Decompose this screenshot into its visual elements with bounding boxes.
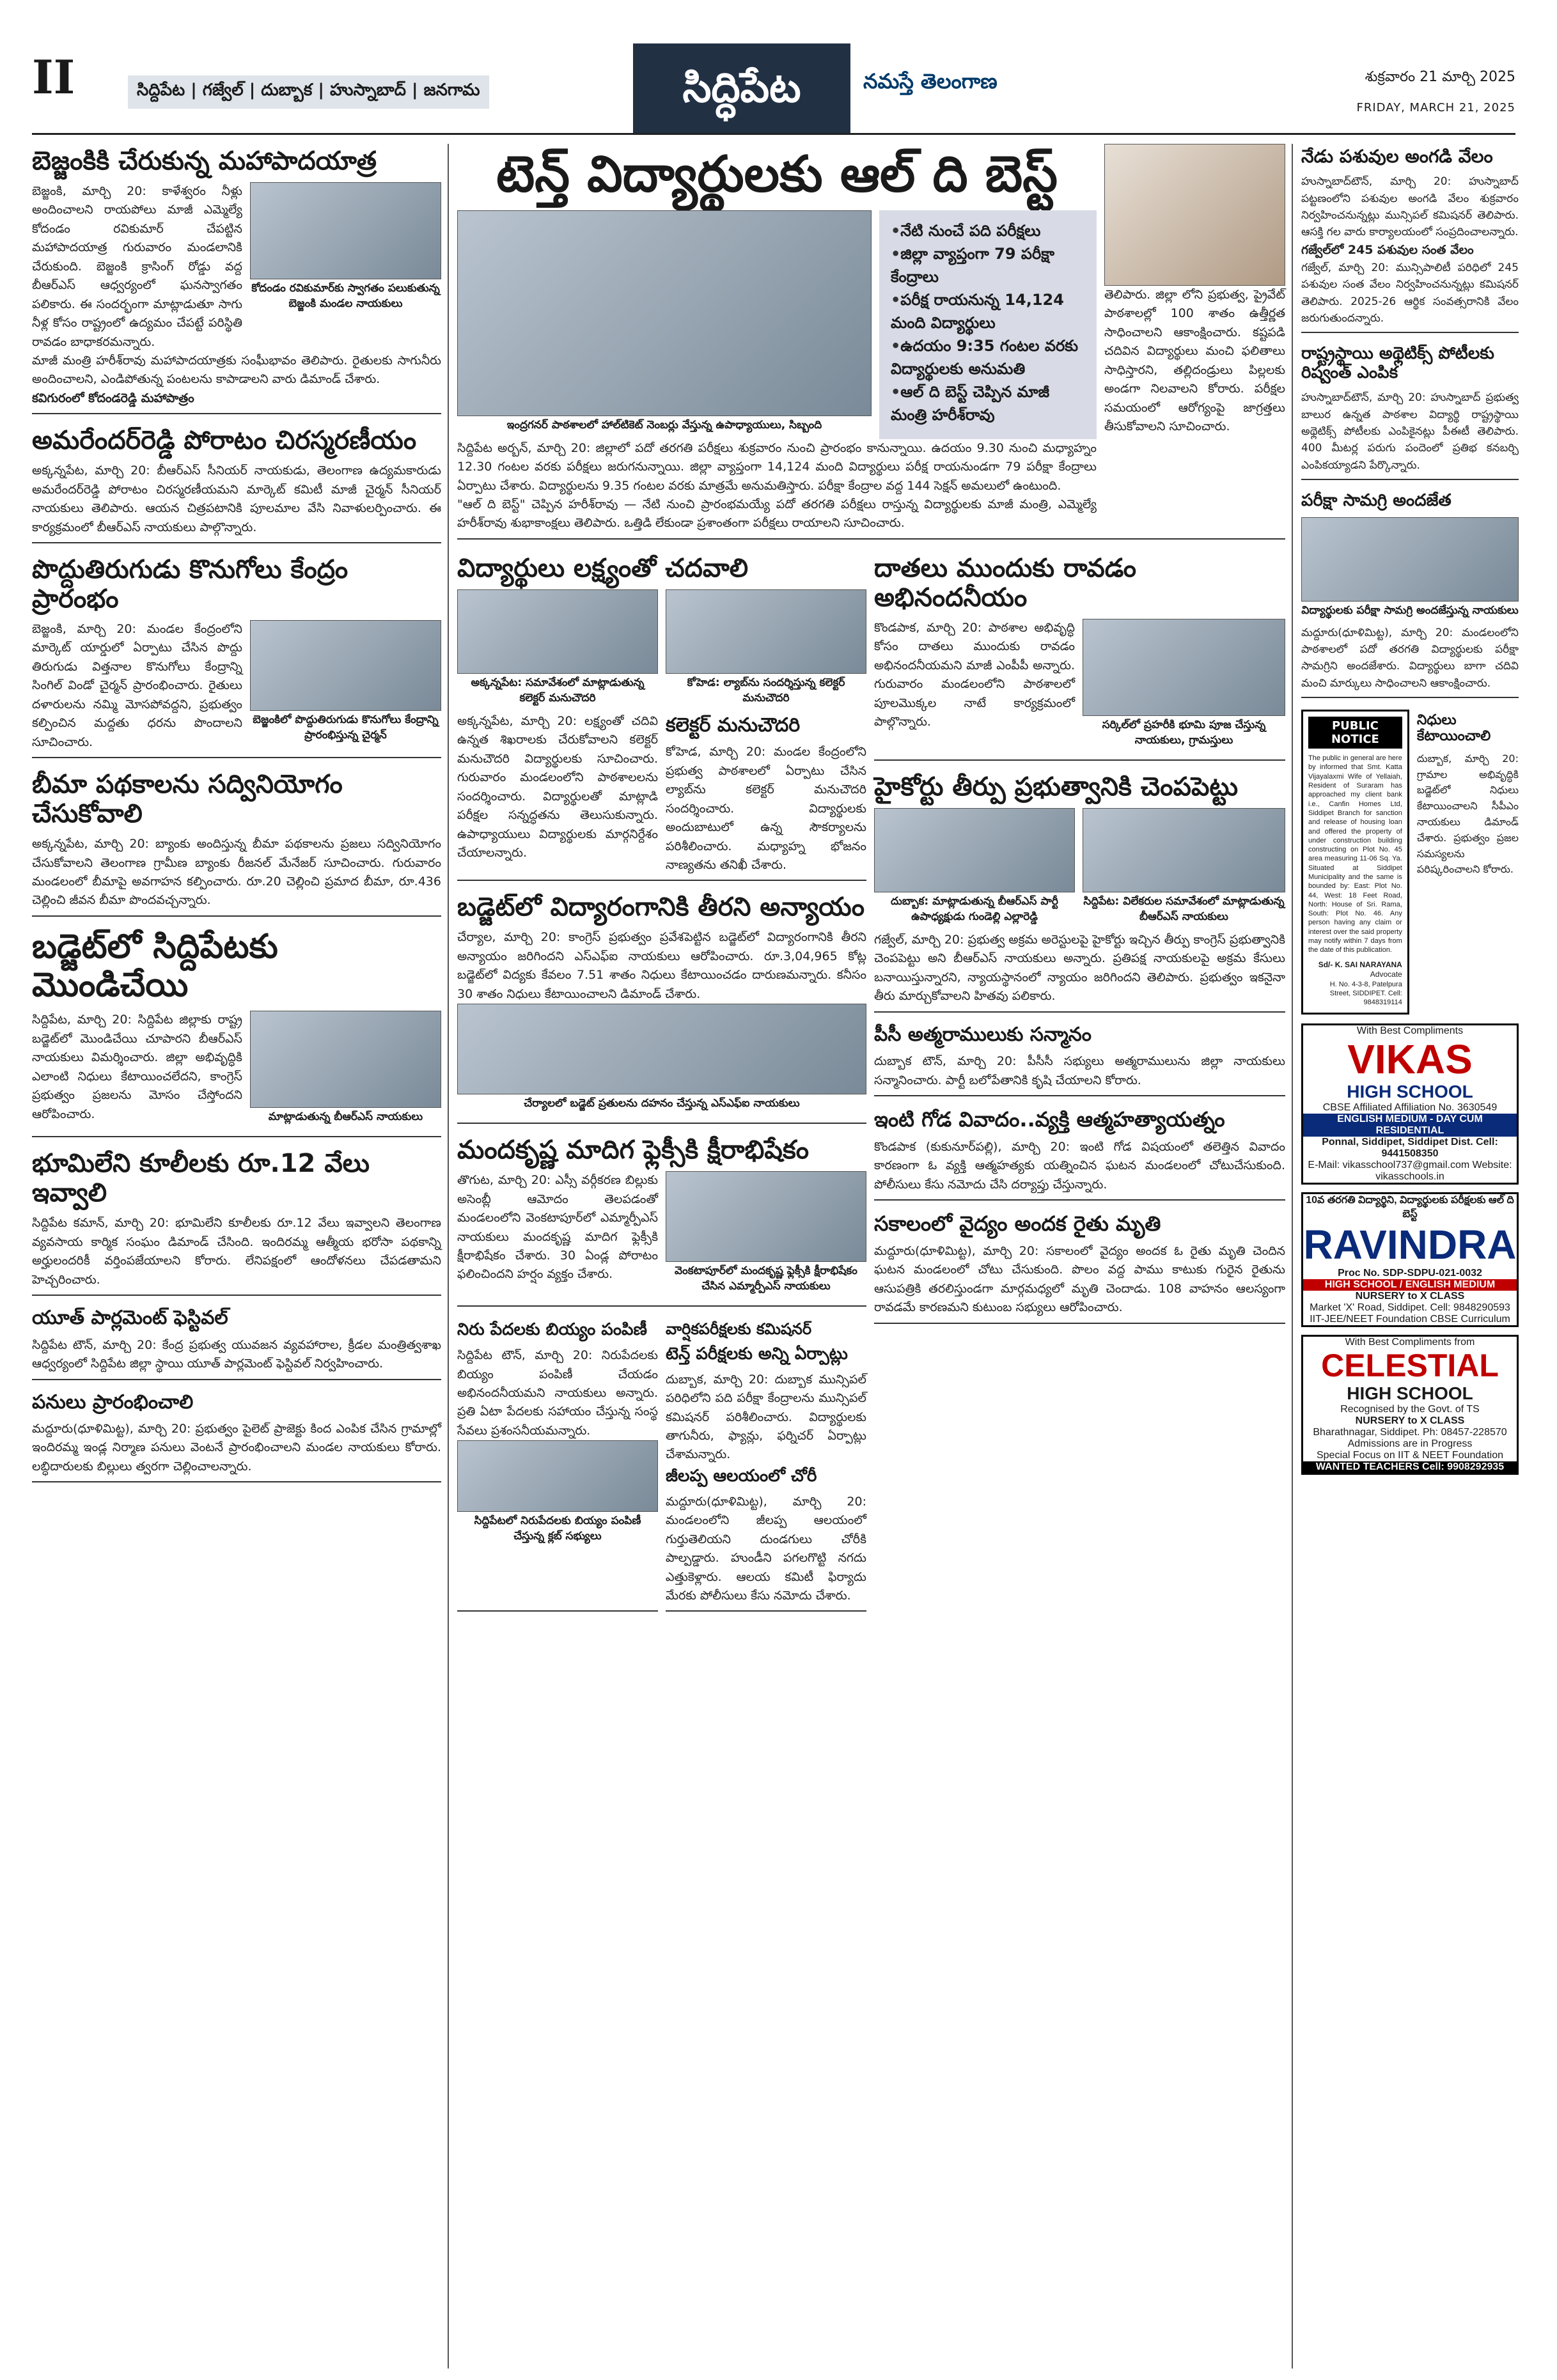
headline: వార్షికపరీక్షలకు కమిషనర్ [666, 1320, 812, 1339]
ad-line: NURSERY to X CLASS [1355, 1290, 1465, 1302]
section-tabs: సిద్దిపేట | గజ్వేల్ | దుబ్బాక | హుస్నాబాద్ | జనగామ [128, 75, 489, 109]
article-body: "ఆల్ ది బెస్ట్" చెప్పిన హరీశ్‌రావు — నేటి నుంచి ప్రారంభమయ్యే పదో తరగతి పరీక్షలు రాస్తున్న విద్యార్థులకు మాజీ మంత్రి, ఎమ్మెల్యే హరీశ్‌రావు శుభాకాంక్షలు తెలిపారు. ఒత్తిడి లేకుండా ప్రశాంతంగా పరీక్షలు రాయాలని సూచించారు. [457, 497, 1097, 531]
headline: అమరేందర్‌రెడ్డి పోరాటం చిరస్మరణీయం [32, 426, 417, 456]
headline: పనులు ప్రారంభించాలి [32, 1390, 194, 1413]
ad-ravindra [1301, 1192, 1519, 1326]
article [32, 1307, 441, 1380]
ad-name: RAVINDRA [1303, 1222, 1517, 1268]
ad-address: Market 'X' Road, Siddipet. Cell: 9848290593 [1310, 1302, 1510, 1313]
ad-email: E-Mail: vikasschool737@gmail.com Website: vikasschools.in [1308, 1160, 1512, 1183]
article-body: సిద్దిపేట టౌన్, మార్చి 20: నిరుపేదలకు బియ్యం పంపిణీ చేయడం అభినందనీయమని నాయకులు అన్నారు. ప్రతి ఏటా పేదలకు సహాయం చేస్తున్న సంస్థ సేవలు ప్రశంసనీయమన్నారు. [457, 1348, 658, 1438]
photo-caption: సిద్దిపేట: విలేకరుల సమావేశంలో మాట్లాడుతున్న బీఆర్ఎస్ నాయకులు [1083, 894, 1285, 923]
ad-line: With Best Compliments from [1345, 1336, 1475, 1348]
photo-caption: మాట్లాడుతున్న బీఆర్ఎస్ నాయకులు [268, 1110, 423, 1124]
highlight-item: • ఆల్ ది బెస్ట్ చెప్పిన మాజీ మంత్రి హరీశ్‌రావు [891, 380, 1085, 426]
ad-line: Admissions are in Progress [1347, 1438, 1473, 1449]
page-number: II [32, 50, 75, 104]
headline: నిధులు కేటాయించాలి [1416, 712, 1491, 745]
photo-caption: వెంకటాపూర్‌లో మందకృష్ణ ఫ్లెక్సీకి క్షీరాభిషేకం చేసిన ఎమ్మార్పీఎస్ నాయకులు [675, 1264, 857, 1293]
article-body: హుస్నాబాద్‌టౌన్, మార్చి 20: హుస్నాబాద్ పట్టణంలోని పశువుల అంగడి వేలం శుక్రవారం నిర్వహించనున్నట్లు మున్సిపల్ కమిషనర్ తెలిపారు. ఆసక్తి గల వారు కార్యాలయంలో సంప్రదించాలన్నారు. [1301, 175, 1519, 239]
notice-title: PUBLIC NOTICE [1308, 717, 1402, 749]
headline: భూమిలేని కూలీలకు రూ.12 వేలు ఇవ్వాలి [32, 1149, 370, 1208]
article [1417, 710, 1519, 1015]
article-body: బెజ్జంకి, మార్చి 20: మండల కేంద్రంలోని మార్కెట్ యార్డులో ఏర్పాటు చేసిన పొద్దు తిరుగుడు విత్తనాల కొనుగోలు కేంద్రాన్ని సింగిల్ విండో చైర్మన్ ప్రారంభించారు. రైతులు దళారులను నమ్మి మోసపోవద్దని, ప్రభుత్వం కల్పించిన మద్దతు ధరను పొందాలని సూచించారు. [32, 622, 242, 749]
photo-caption: కోదండం రవికుమార్‌కు స్వాగతం పలుకుతున్న బెజ్జంకి మండల నాయకులు [251, 282, 440, 310]
headline: పరీక్షా సామగ్రి అందజేత [1301, 490, 1451, 510]
headline: హైకోర్టు తీర్పు ప్రభుత్వానికి చెంపపెట్టు [874, 772, 1239, 802]
headline: రాష్ట్రస్థాయి అథ్లెటిక్స్ పోటీలకు రిష్వంత్ ఎంపిక [1301, 344, 1494, 383]
article [32, 928, 441, 1138]
ad-line: CBSE Affiliated Affiliation No. 3630549 [1322, 1102, 1498, 1114]
headline: నిరు పేదలకు బియ్యం పంపిణీ [457, 1320, 648, 1340]
notice-address: H. No. 4-3-8, Patelpura Street, SIDDIPET. Cell: 9848319114 [1329, 980, 1402, 1007]
column-divider [1292, 144, 1293, 2368]
article [457, 892, 866, 1124]
news-photo [1301, 517, 1519, 602]
article-body: దుబ్బాక, మార్చి 20: దుబ్బాక మున్సిపల్ పరిధిలోని పది పరీక్షా కేంద్రాలను మున్సిపల్ కమిషనర్ పరిశీలించారు. విద్యార్థులకు తాగునీరు, ఫ్యాన్లు, ఫర్నిచర్ ఏర్పాట్లు చేశామన్నారు. [666, 1372, 866, 1462]
headline: పీసీ అత్మరాములుకు సన్మానం [874, 1023, 1091, 1046]
article-body: గజ్వేల్, మార్చి 20: మున్సిపాలిటీ పరిధిలో 245 పశువుల సంత వేలం నిర్వహించనున్నట్లు కమిషనర్ తెలిపారు. 2025-26 ఆర్థిక సంవత్సరానికి వేలం జరుగుతుందన్నారు. [1301, 261, 1519, 325]
ad-subtitle: HIGH SCHOOL [1347, 1383, 1473, 1403]
article [32, 1392, 441, 1483]
headline: నేడు పశువుల అంగడి వేలం [1301, 146, 1493, 167]
news-photo [457, 1004, 866, 1094]
photo-caption: చేర్యాలలో బడ్జెట్ ప్రతులను దహనం చేస్తున్న ఎస్ఎఫ్ఐ నాయకులు [524, 1097, 800, 1110]
article [457, 1135, 866, 1307]
headline: జీలప్ప ఆలయంలో చోరీ [666, 1466, 817, 1486]
right-column [1301, 144, 1519, 1482]
ad-subtitle: HIGH SCHOOL [1347, 1082, 1473, 1102]
ad-line: NURSERY to X CLASS [1355, 1415, 1465, 1426]
ad-line: With Best Compliments [1356, 1025, 1464, 1036]
headline: దాతలు ముందుకు రావడం అభినందనీయం [874, 553, 1136, 612]
ad-name: CELESTIAL [1321, 1347, 1499, 1383]
article [1301, 492, 1519, 698]
article [32, 770, 441, 917]
highlight-item: • నేటి నుంచే పది పరీక్షలు [891, 219, 1085, 242]
lead-photo [457, 210, 872, 416]
news-photo [874, 808, 1075, 892]
highlight-item: • జిల్లా వ్యాప్తంగా 79 పరీక్షా కేంద్రాలు [891, 242, 1085, 288]
notice-designation: Advocate [1370, 970, 1402, 979]
news-photo [1083, 619, 1285, 716]
news-photo [666, 589, 866, 674]
subheadline: టెన్త్ పరీక్షలకు అన్ని ఏర్పాట్లు [666, 1344, 848, 1364]
notice-signature: Sd/- K. SAI NARAYANA [1318, 960, 1402, 969]
ad-line: Proc No. SDP-SDPU-021-0032 [1338, 1267, 1482, 1279]
photo-caption: అక్కన్నపేట: సమావేశంలో మాట్లాడుతున్న కలెక్టర్ మనుచౌదరి [471, 676, 645, 704]
highlight-item: • ఉదయం 9:35 గంటల వరకు విద్యార్థులకు అనుమతి [891, 334, 1085, 380]
public-notice [1301, 710, 1409, 1015]
headline: విద్యార్థులు లక్ష్యంతో చదవాలి [457, 553, 749, 583]
article [32, 555, 441, 758]
article [457, 1318, 658, 1612]
photo-caption: బెజ్జంకిలో పొద్దుతిరుగుడు కొనుగోలు కేంద్రాన్ని ప్రారంభిస్తున్న చైర్మన్ [253, 713, 439, 742]
article [666, 1318, 866, 1612]
ad-line: IIT-JEE/NEET Foundation CBSE Curriculum [1310, 1313, 1510, 1325]
photo-caption: కోహెడ: ల్యాబ్‌ను సందర్శిస్తున్న కలెక్టర్ మనుచౌదరి [687, 676, 845, 704]
article-body: సిద్దిపేట టౌన్, మార్చి 20: కేంద్ర ప్రభుత్వ యువజన వ్యవహారాల, క్రీడల మంత్రిత్వశాఖ ఆధ్వర్యంలో సిద్దిపేట జిల్లా స్థాయి యూత్ పార్లమెంట్ ఫెస్టివల్ నిర్వహించారు. [32, 1337, 441, 1371]
ad-subtitle: HIGH SCHOOL / ENGLISH MEDIUM [1303, 1279, 1517, 1291]
headline: బడ్జెట్‌లో విద్యారంగానికి తీరని అన్యాయం [457, 892, 865, 922]
ad-line: Special Focus on IIT & NEET Foundation [1316, 1449, 1503, 1461]
article [32, 426, 441, 543]
news-photo [666, 1171, 866, 1262]
paper-name: నమస్తే తెలంగాణ [863, 69, 998, 93]
article [457, 554, 866, 882]
article [32, 146, 441, 414]
article [1301, 146, 1519, 333]
news-photo [457, 589, 658, 674]
article-body: తొగుట, మార్చి 20: ఎస్సీ వర్గీకరణ బిల్లుకు అసెంబ్లీ ఆమోదం తెలపడంతో మండలంలోని వెంకటాపూర్‌లో ఎమ్మార్పీఎస్ నాయకులు మందకృష్ణ మాదిగ ఫ్లెక్సీకి క్షీరాభిషేకం చేశారు. 30 ఏండ్ల పోరాటం ఫలించిందని హర్షం వ్యక్తం చేశారు. [457, 1173, 658, 1282]
ad-line: ENGLISH MEDIUM - DAY CUM RESIDENTIAL [1303, 1114, 1517, 1137]
subheadline: గజ్వేల్‌లో 245 పశువుల సంత వేలం [1301, 242, 1474, 257]
date-english: FRIDAY, MARCH 21, 2025 [1356, 101, 1515, 114]
headline: బెజ్జంకికి చేరుకున్న మహాపాదయాత్ర [32, 146, 377, 176]
subheadline: కవిగురంలో కోదండరెడ్డి మహాపాత్రం [32, 391, 194, 405]
ad-celestial [1301, 1335, 1519, 1475]
ad-address: Ponnal, Siddipet, Siddipet Dist. Cell: 9441508350 [1322, 1137, 1498, 1160]
masthead [32, 43, 1515, 135]
headline: ఇంటి గోడ వివాదం..వ్యక్తి ఆత్మహత్యాయత్నం [874, 1107, 1225, 1132]
news-photo [250, 1011, 441, 1108]
article-body: అక్కన్నపేట, మార్చి 20: బ్యాంకు అందిస్తున్న బీమా పథకాలను ప్రజలు సద్వినియోగం చేసుకోవాలని తెలంగాణ గ్రామీణ బ్యాంకు రీజనల్ మేనేజర్ సూచించారు. గురువారం మండలంలో బీమాపై అవగాహన కల్పించారు. రూ.20 చెల్లించి ప్రమాద బీమా, రూ.436 చెల్లించి జీవన బీమా పొందవచ్చన్నారు. [32, 837, 441, 908]
photo-caption: సిద్దిపేటలో నిరుపేదలకు బియ్యం పంపిణీ చేస్తున్న క్లబ్ సభ్యులు [474, 1514, 641, 1543]
article-body: కొండపాక, మార్చి 20: పాఠశాల అభివృద్ధి కోసం దాతలు ముందుకు రావడం అభినందనీయమని మాజీ ఎంపీపీ అన్నారు. గురువారం మండలంలోని పాఠశాలలో పూలమొక్కల నాటే కార్యక్రమంలో పాల్గొన్నారు. [874, 620, 1075, 729]
headline: సకాలంలో వైద్యం అందక రైతు మృతి [874, 1211, 1161, 1236]
photo-caption: ఇంద్రగనర్ పాఠశాలలో హాల్‌టికెట్ నెంబర్లు వేస్తున్న ఉపాధ్యాయులు, సిబ్బంది [506, 418, 822, 432]
center-column [457, 144, 1285, 1623]
photo-caption: సర్కిల్‌లో ప్రహరీకి భూమి పూజ చేస్తున్న నాయకులు, గ్రామస్తులు [1102, 718, 1266, 747]
ad-line: 10వ తరగతి విద్యార్థిని, విద్యార్థులకు పరీక్షలకు ఆల్ ది బెస్ట్ [1306, 1195, 1514, 1220]
ad-address: Bharathnagar, Siddipet. Ph: 08457-228570 [1313, 1426, 1507, 1438]
headline: పొద్దుతిరుగుడు కొనుగోలు కేంద్రం ప్రారంభం [32, 555, 348, 614]
headline: బడ్జెట్‌లో సిద్దిపేటకు మొండిచేయి [32, 927, 278, 1004]
article-body: అక్కన్నపేట, మార్చి 20: లక్ష్యంతో చదివి ఉన్నత శిఖరాలకు చేరుకోవాలని కలెక్టర్ మనుచౌదరి విద్యార్థులకు సూచించారు. గురువారం మండలంలోని పాఠశాలలను సందర్శించారు. విద్యార్థులతో మాట్లాడి పరీక్షల సన్నద్ధతను తెలుసుకున్నారు. ఉపాధ్యాయులు విద్యార్థులకు మార్గనిర్దేశం చేయాలన్నారు. [457, 713, 658, 860]
article [874, 1212, 1285, 1324]
ad-name: VIKAS [1347, 1036, 1473, 1082]
article-body: సిద్దిపేట అర్బన్, మార్చి 20: జిల్లాలో పదో తరగతి పరీక్షలు శుక్రవారం నుంచి ప్రారంభం కానున్నాయి. ఉదయం 9.30 నుంచి మధ్యాహ్నం 12.30 గంటల వరకు పరీక్షలు జరుగనున్నాయి. జిల్లా వ్యాప్తంగా 14,124 మంది విద్యార్థులు పరీక్ష రాయనుండగా 79 పరీక్షా కేంద్రాలు ఏర్పాటు చేశారు. విద్యార్థులను 9.35 గంటల వరకు మాత్రమే అనుమతిస్తారు. పరీక్షా కేంద్రాల వద్ద 144 సెక్షన్ అమలులో ఉంటుంది. [457, 440, 1097, 493]
article-body: సిద్దిపేట, మార్చి 20: సిద్దిపేట జిల్లాకు రాష్ట్ర బడ్జెట్‌లో మొండిచేయి చూపారని బీఆర్ఎస్ నాయకులు విమర్శించారు. జిల్లా అభివృద్ధికి ఎలాంటి నిధులు కేటాయించలేదని, కాంగ్రెస్ ప్రభుత్వం ప్రజలను మోసం చేస్తోందని ఆరోపించారు. [32, 1013, 242, 1121]
article-body: దుబ్బాక టౌన్, మార్చి 20: పీసీసీ సభ్యులు అత్మరాములును జిల్లా నాయకులు సన్మానించారు. పార్టీ బలోపేతానికి కృషి చేయాలని కోరారు. [874, 1054, 1285, 1087]
article-body: హుస్నాబాద్‌టౌన్, మార్చి 20: హుస్నాబాద్ ప్రభుత్వ బాలుర ఉన్నత పాఠశాల విద్యార్థి రాష్ట్రస్థాయి అథ్లెటిక్స్ పోటీలకు ఎంపికైనట్లు పీఈటీ తెలిపారు. 400 మీటర్ల పరుగు పందెంలో ప్రతిభ కనబర్చి ఎంపికయ్యాడని పేర్కొన్నారు. [1301, 391, 1519, 472]
news-photo [250, 620, 441, 711]
news-photo [457, 1440, 658, 1512]
lead-article [457, 144, 1285, 540]
article-body: మద్దూరు(ధూళిమిట్ట), మార్చి 20: మండలంలోని పాఠశాలలో పదో తరగతి విద్యార్థులకు పరీక్షా సామగ్రిని అందజేశారు. విద్యార్థులు బాగా చదివి మంచి మార్కులు సాధించాలని ఆకాంక్షించారు. [1301, 626, 1519, 690]
article-body: మద్దూరు(ధూళిమిట్ట), మార్చి 20: సకాలంలో వైద్యం అందక ఓ రైతు మృతి చెందిన ఘటన మండలంలో చోటు చేసుకుంది. పొలం వద్ద పాము కాటుకు గురైన రైతును ఆసుపత్రికి తరలిస్తుండగా మార్గమధ్యలో మృతి చెందాడు. 108 వాహనం ఆలస్యంగా రావడమే కారణమని కుటుంబ సభ్యులు ఆరోపించారు. [874, 1243, 1285, 1315]
headline: బీమా పథకాలను సద్వినియోగం చేసుకోవాలి [32, 770, 343, 829]
subheadline: కలెక్టర్ మనుచౌదరి [666, 713, 801, 736]
column-divider [448, 144, 449, 2368]
article-body: మద్దూరు(ధూళిమిట్ట), మార్చి 20: మండలంలోని జీలప్ప ఆలయంలో గుర్తుతెలియని దుండగులు చోరీకి పాల్పడ్డారు. హుండీని పగలగొట్టి నగదు ఎత్తుకెళ్లారు. ఆలయ కమిటీ ఫిర్యాదు మేరకు పోలీసులు కేసు నమోదు చేశారు. [666, 1494, 866, 1603]
article-body: మాజీ మంత్రి హరీశ్‌రావు మహాపాదయాత్రకు సంఘీభావం తెలిపారు. రైతులకు సాగునీరు అందించాలని, ఎండిపోతున్న పంటలను కాపాడాలని వారు డిమాండ్ చేశారు. [32, 353, 441, 387]
article [874, 554, 1285, 761]
news-photo [1083, 808, 1285, 892]
headline: మందకృష్ణ మాదిగ ఫ్లెక్సీకి క్షీరాభిషేకం [457, 1135, 810, 1165]
article-body: తెలిపారు. జిల్లా లోని ప్రభుత్వ, ప్రైవేట్ పాఠశాలల్లో 100 శాతం ఉత్తీర్ణత సాధించాలని ఆకాంక్షించారు. కష్టపడి చదివిన విద్యార్థులు మంచి ఫలితాలు సాధిస్తారని, తల్లిదండ్రులు పిల్లలకు అండగా నిలవాలని కోరారు. పరీక్షల సమయంలో ఆరోగ్యంపై జాగ్రత్తలు తీసుకోవాలని సూచించారు. [1104, 288, 1285, 434]
article-body: చేర్యాల, మార్చి 20: కాంగ్రెస్ ప్రభుత్వం ప్రవేశపెట్టిన బడ్జెట్‌లో విద్యారంగానికి తీరని అన్యాయం జరిగిందని ఎస్ఎఫ్ఐ నాయకులు ఆరోపించారు. రూ.3,04,965 కోట్ల బడ్జెట్‌లో విద్యకు కేవలం 7.51 శాతం నిధులు కేటాయించడం దారుణమన్నారు. కనీసం 30 శాతం నిధులు కేటాయించాలని డిమాండ్ చేశారు. [457, 930, 866, 1001]
article-body: గజ్వేల్, మార్చి 20: ప్రభుత్వ అక్రమ అరెస్టులపై హైకోర్టు ఇచ్చిన తీర్పు కాంగ్రెస్ ప్రభుత్వానికి చెంపపెట్టు అని బీఆర్ఎస్ నాయకులు అన్నారు. ప్రతిపక్ష నాయకులపై అక్రమ కేసులు బనాయిస్తున్నారని, న్యాయస్థానంలో న్యాయం జరిగిందని తెలిపారు. ప్రభుత్వం ఇకనైనా తీరు మార్చుకోవాలని హితవు పలికారు. [874, 932, 1285, 1004]
left-column [32, 144, 441, 1494]
ad-vikas [1301, 1023, 1519, 1185]
date-telugu: శుక్రవారం 21 మార్చి 2025 [1365, 69, 1515, 85]
news-photo [250, 182, 441, 279]
highlight-item: • పరీక్ష రాయనున్న 14,124 మంది విద్యార్థులు [891, 288, 1085, 334]
photo-caption: దుబ్బాక: మాట్లాడుతున్న బీఆర్ఎస్ పార్టీ ఉపాధ్యక్షుడు గుండెల్లి ఎల్లారెడ్డి [891, 894, 1058, 923]
article-body: బెజ్జంకి, మార్చి 20: కాళేశ్వరం నీళ్లు అందించాలని రాయపోలు మాజీ ఎమ్మెల్యే కోదండం రవికుమార్ చేపట్టిన మహాపాదయాత్ర గురువారం మండలానికి చేరుకుంది. బెజ్జంకి క్రాసింగ్ రోడ్డు వద్ద బీఆర్ఎస్ ఆధ్వర్యంలో ఘనస్వాగతం పలికారు. ఈ సందర్భంగా మాట్లాడుతూ సాగు నీళ్ల కోసం రాష్ట్రంలో ఉద్యమం చేపట్టే పరిస్థితి రావడం బాధాకరమన్నారు. [32, 184, 242, 349]
article [874, 1024, 1285, 1096]
article [32, 1149, 441, 1296]
article-body: అక్కన్నపేట, మార్చి 20: బీఆర్ఎస్ సీనియర్ నాయకుడు, తెలంగాణ ఉద్యమకారుడు అమరేందర్‌రెడ్డి పోరాటం చిరస్మరణీయమని మార్కెట్ కమిటీ మాజీ చైర్మన్ సీనియర్ నాయకులు తెలిపారు. ఆయన చిత్రపటానికి పూలమాల వేసి నివాళులర్పించారు. ఈ కార్యక్రమంలో బీఆర్ఎస్ నాయకులు పాల్గొన్నారు. [32, 463, 441, 534]
article-body: సిద్దిపేట కమాన్, మార్చి 20: భూమిలేని కూలీలకు రూ.12 వేలు ఇవ్వాలని తెలంగాణ వ్యవసాయ కార్మిక సంఘం డిమాండ్ చేసింది. ఇందిరమ్మ ఆత్మీయ భరోసా పథకాన్ని అర్హులందరికీ వర్తింపజేయాలని కోరారు. లేనిపక్షంలో ఆందోళనలు చేపడతామని హెచ్చరించారు. [32, 1216, 441, 1287]
article-body: దుబ్బాక, మార్చి 20: గ్రామాల అభివృద్ధికి బడ్జెట్‌లో నిధులు కేటాయించాలని సీపీఎం నాయకులు డిమాండ్ చేశారు. ప్రభుత్వం ప్రజల సమస్యలను పరిష్కరించాలని కోరారు. [1416, 752, 1519, 876]
ad-line: WANTED TEACHERS Cell: 9908292935 [1303, 1461, 1517, 1473]
ad-line: Recognised by the Govt. of TS [1340, 1403, 1480, 1415]
article [874, 772, 1285, 1013]
article-body: కోహెడ, మార్చి 20: మండల కేంద్రంలోని ప్రభుత్వ పాఠశాలలో ఏర్పాటు చేసిన ల్యాబ్‌ను కలెక్టర్ మనుచౌదరి సందర్శించారు. విద్యార్థులకు అందుబాటులో ఉన్న సౌకర్యాలను పరిశీలించారు. మధ్యాహ్న భోజనం నాణ్యతను తనిఖీ చేశారు. [666, 745, 866, 872]
article [874, 1108, 1285, 1201]
highlights-box [879, 210, 1097, 439]
photo-caption: విద్యార్థులకు పరీక్షా సామగ్రి అందజేస్తున్న నాయకులు [1301, 603, 1519, 617]
article-body: కొండపాక (కుకునూర్‌పల్లి), మార్చి 20: ఇంటి గోడ విషయంలో తలెత్తిన వివాదం కారణంగా ఓ వ్యక్తి ఆత్మహత్యకు యత్నించిన ఘటన మండలంలో చోటుచేసుకుంది. పోలీసులు కేసు నమోదు చేసి దర్యాప్తు చేస్తున్నారు. [874, 1139, 1285, 1192]
notice-body: The public in general are here by informed that Smt. Katta Vijayalaxmi Wife of Yellaiah, Resident of Suraram has approached my client bank i.e., Canfin Homes Ltd, Siddipet Branch for sanction and release of housing loan and offered the property of under construction building constructing on Plot No. 45 area measuring 11-06 Sq. Ya. Situated at Siddipet Municipality and the same is bounded by: East: Plot No. 44, West: 18 Feet Road, North: House of Sri. Rama, South: Plot No. 46. Any person having any claim or interest over the said property may notify within 7 days from the date of this publication. [1308, 754, 1402, 954]
article-body: మద్దూరు(ధూళిమిట్ట), మార్చి 20: ప్రభుత్వం పైలెట్ ప్రాజెక్టు కింద ఎంపిక చేసిన గ్రామాల్లో ఇందిరమ్మ ఇండ్ల నిర్మాణ పనులు వెంటనే ప్రారంభించాలని మండల నాయకులు కోరారు. లబ్ధిదారులకు బిల్లులు త్వరగా చెల్లించాలన్నారు. [32, 1422, 441, 1474]
headline: యూత్ పార్లమెంట్ ఫెస్టివల్ [32, 1307, 228, 1330]
lead-headline: టెన్త్ విద్యార్థులకు ఆల్ ది బెస్ట్ [496, 146, 1058, 203]
article [1301, 345, 1519, 480]
section-brand: సిద్ధిపేట [633, 43, 850, 133]
portrait-photo [1104, 144, 1285, 286]
